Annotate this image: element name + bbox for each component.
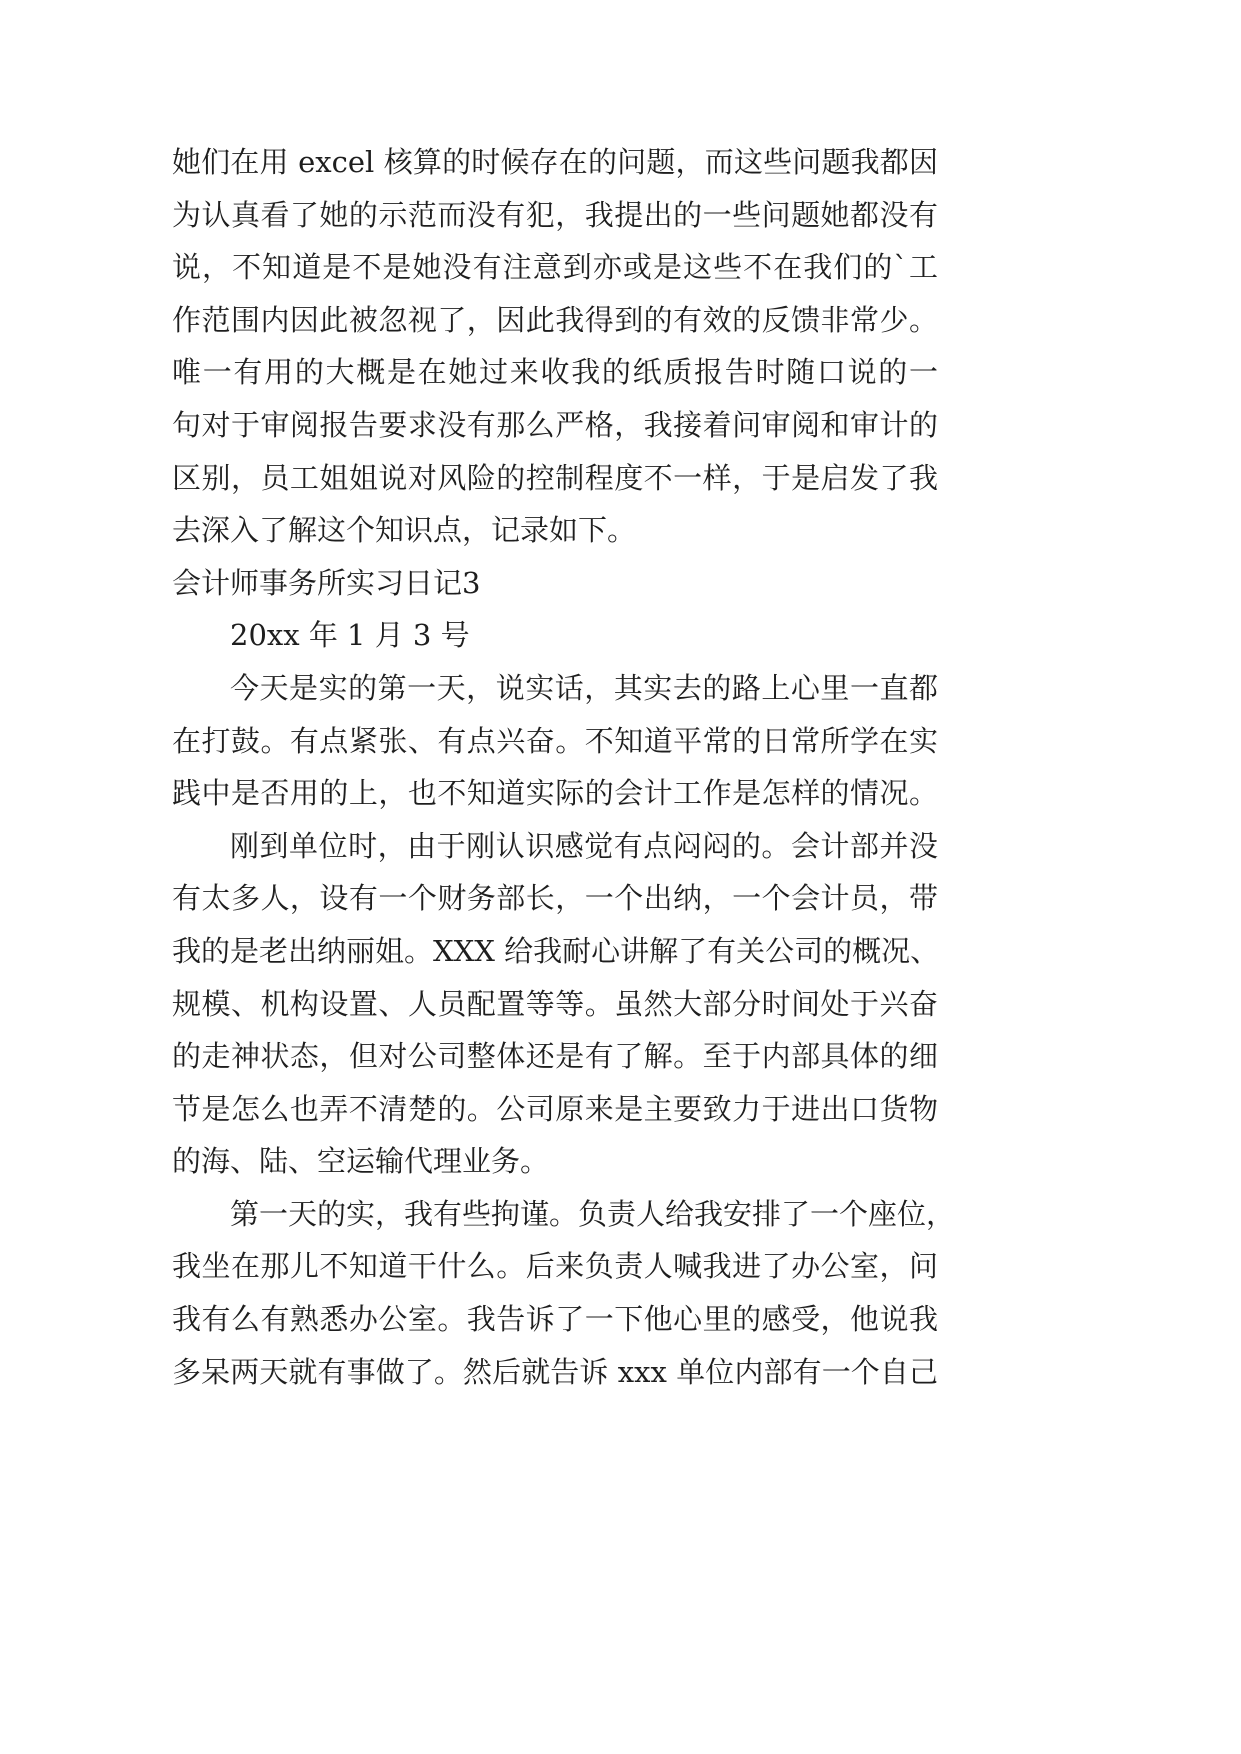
paragraph bbox=[172, 662, 938, 820]
text-line: 第一天的实，我有些拘谨。负责人给我安排了一个座位， bbox=[230, 1196, 956, 1231]
document-body bbox=[172, 136, 956, 1398]
text-line: 规模、机构设置、人员配置等等。虽然大部分时间处于兴奋 bbox=[172, 986, 938, 1021]
entry-title: 会计师事务所实习日记3 bbox=[172, 565, 481, 600]
paragraph bbox=[172, 820, 938, 1188]
text-line: 践中是否用的上，也不知道实际的会计工作是怎样的情况。 bbox=[172, 776, 938, 811]
text-line: 我的是老出纳丽姐。XXX 给我耐心讲解了有关公司的概况、 bbox=[172, 933, 940, 968]
text-line: 说，不知道是不是她没有注意到亦或是这些不在我们的`工 bbox=[172, 250, 938, 285]
text-line: 唯一有用的大概是在她过来收我的纸质报告时随口说的一 bbox=[172, 355, 938, 390]
text-line: 我有么有熟悉办公室。我告诉了一下他心里的感受，他说我 bbox=[172, 1302, 938, 1337]
text-line: 在打鼓。有点紧张、有点兴奋。不知道平常的日常所学在实 bbox=[172, 723, 938, 758]
paragraph bbox=[172, 1188, 956, 1398]
text-line: 刚到单位时，由于刚认识感觉有点闷闷的。会计部并没 bbox=[230, 828, 938, 863]
text-line: 她们在用 excel 核算的时候存在的问题，而这些问题我都因 bbox=[172, 145, 938, 179]
text-line: 有太多人，设有一个财务部长，一个出纳，一个会计员，带 bbox=[172, 881, 938, 916]
text-line: 我坐在那儿不知道干什么。后来负责人喊我进了办公室，问 bbox=[172, 1249, 938, 1284]
text-line: 的海、陆、空运输代理业务。 bbox=[172, 1144, 550, 1179]
text-line: 今天是实的第一天，说实话，其实去的路上心里一直都 bbox=[230, 670, 938, 705]
text-line: 区别，员工姐姐说对风险的控制程度不一样，于是启发了我 bbox=[172, 460, 938, 495]
text-line: 节是怎么也弄不清楚的。公司原来是主要致力于进出口货物 bbox=[172, 1091, 938, 1126]
entry-date: 20xx 年 1 月 3 号 bbox=[230, 618, 470, 653]
continued-paragraph bbox=[172, 136, 938, 557]
text-line: 句对于审阅报告要求没有那么严格，我接着问审阅和审计的 bbox=[172, 407, 938, 442]
text-line: 为认真看了她的示范而没有犯，我提出的一些问题她都没有 bbox=[172, 197, 938, 232]
text-line: 作范围内因此被忽视了，因此我得到的有效的反馈非常少。 bbox=[172, 302, 938, 337]
text-line: 的走神状态，但对公司整体还是有了解。至于内部具体的细 bbox=[172, 1039, 938, 1074]
text-line: 去深入了解这个知识点，记录如下。 bbox=[172, 513, 637, 548]
text-line: 多呆两天就有事做了。然后就告诉 xxx 单位内部有一个自己 bbox=[172, 1354, 938, 1389]
